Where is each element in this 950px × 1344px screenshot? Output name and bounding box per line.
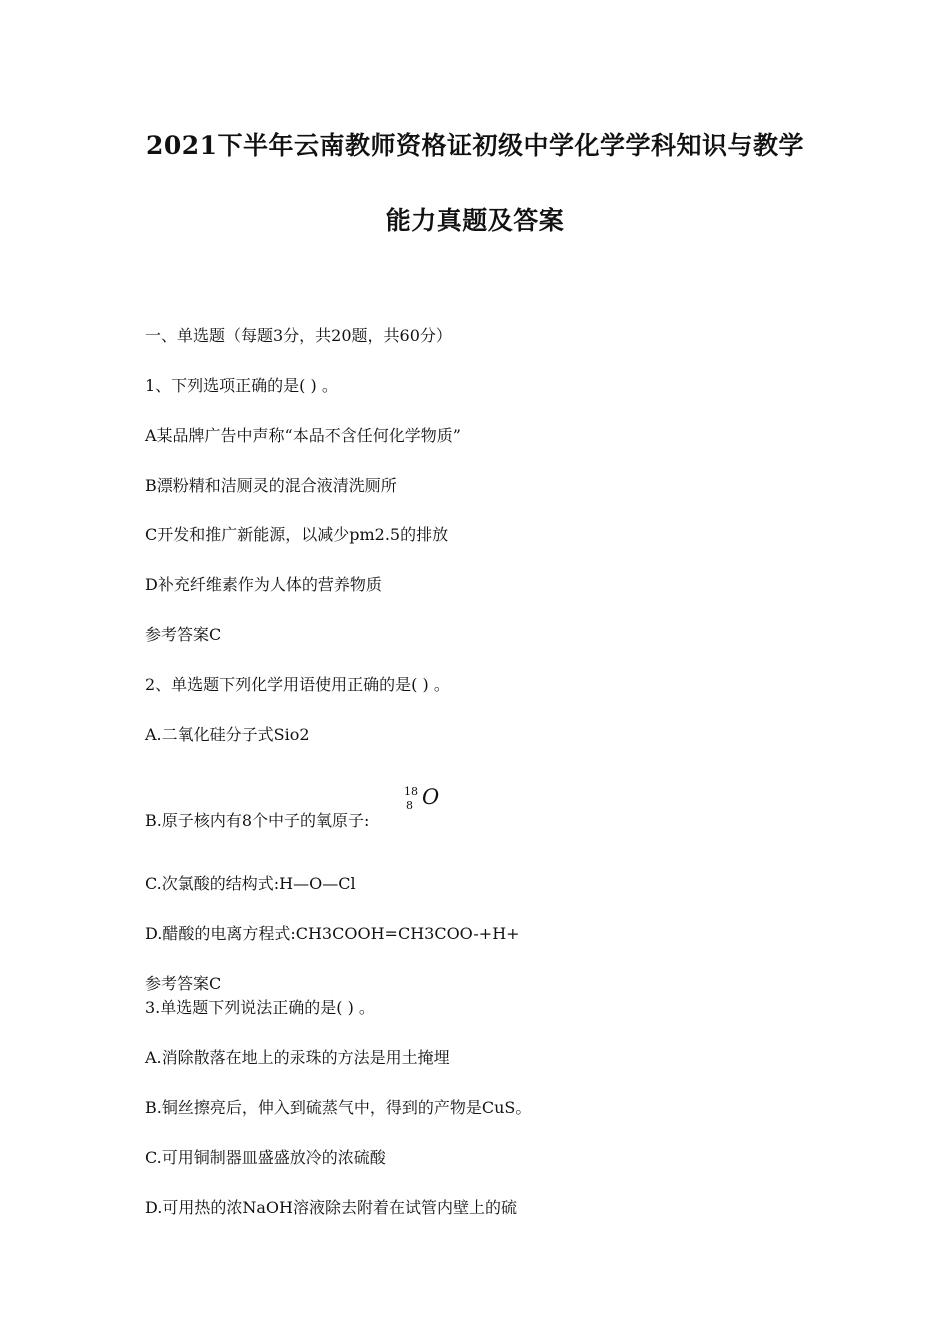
question-1-stem: 1、下列选项正确的是( ) 。 bbox=[145, 376, 338, 395]
question-1-option-d: D补充纤维素作为人体的营养物质 bbox=[145, 575, 382, 594]
question-1-option-a: A某品牌广告中声称“本品不含任何化学物质” bbox=[145, 426, 461, 445]
document-title-line-1: 2021下半年云南教师资格证初级中学化学学科知识与教学 bbox=[145, 131, 805, 160]
question-2-stem: 2、单选题下列化学用语使用正确的是( ) 。 bbox=[145, 675, 450, 694]
question-1-answer: 参考答案C bbox=[145, 625, 222, 644]
isotope-atomic-number: 8 bbox=[406, 799, 413, 812]
isotope-element-symbol: O bbox=[422, 785, 440, 809]
section-heading: 一、单选题（每题3分，共20题，共60分） bbox=[145, 326, 452, 345]
question-3-option-b: B.铜丝擦亮后，伸入到硫蒸气中，得到的产物是CuS。 bbox=[145, 1098, 532, 1117]
question-2-option-c: C.次氯酸的结构式:H—O—Cl bbox=[145, 874, 356, 893]
question-3-option-a: A.消除散落在地上的汞珠的方法是用土掩埋 bbox=[145, 1048, 450, 1067]
document-title-line-2: 能力真题及答案 bbox=[385, 206, 565, 235]
question-3-option-d: D.可用热的浓NaOH溶液除去附着在试管内壁上的硫 bbox=[145, 1198, 517, 1217]
question-1-option-b: B漂粉精和洁厕灵的混合液清洗厕所 bbox=[145, 476, 397, 495]
question-2-answer: 参考答案C bbox=[145, 974, 222, 993]
isotope-mass-number: 18 bbox=[404, 785, 418, 798]
oxygen-isotope-notation bbox=[404, 785, 454, 819]
question-2-option-d: D.醋酸的电离方程式:CH3COOH=CH3COO-+H+ bbox=[145, 924, 520, 943]
question-1-option-c: C开发和推广新能源，以减少pm2.5的排放 bbox=[145, 525, 449, 544]
question-3-stem: 3.单选题下列说法正确的是( ) 。 bbox=[145, 998, 375, 1017]
question-2-option-b: B.原子核内有8个中子的氧原子: bbox=[145, 811, 370, 830]
question-2-option-a: A.二氧化硅分子式Sio2 bbox=[145, 725, 310, 744]
question-3-option-c: C.可用铜制器皿盛盛放冷的浓硫酸 bbox=[145, 1148, 386, 1167]
